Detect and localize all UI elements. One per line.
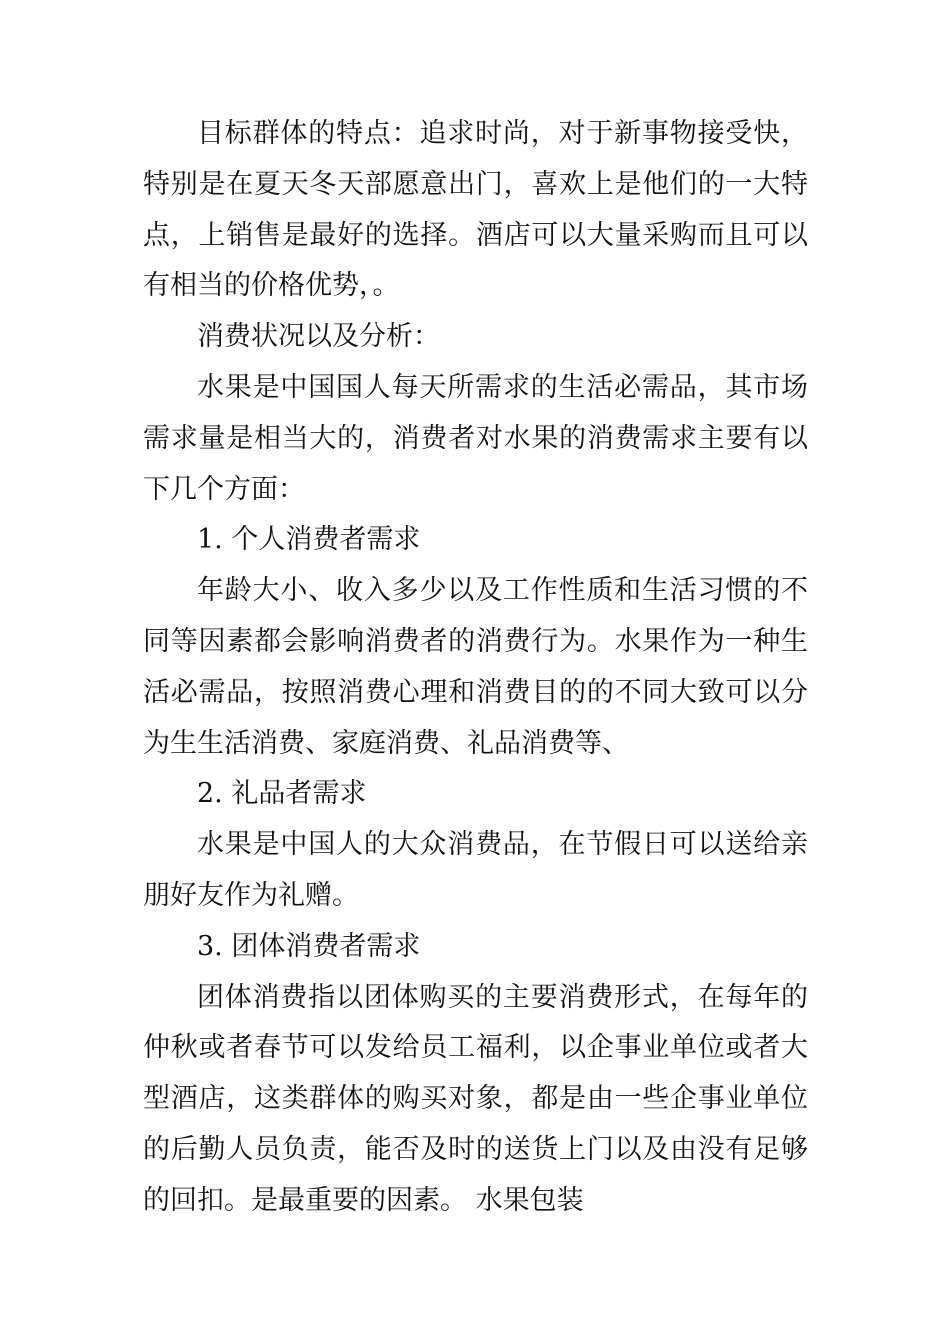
paragraph-gift-demand: 水果是中国人的大众消费品，在节假日可以送给亲朋好友作为礼赠。 bbox=[143, 829, 808, 911]
heading-gift-demand: 2. 礼品者需求 bbox=[197, 778, 367, 810]
paragraph-fruit-demand: 水果是中国国人每天所需求的生活必需品，其市场需求量是相当大的，消费者对水果的消费需求主要有以下几个方面： bbox=[143, 371, 808, 505]
paragraph-personal-consumer: 年龄大小、收入多少以及工作性质和生活习惯的不同等因素都会影响消费者的消费行为。水果作为一种生活必需品，按照消费心理和消费目的的不同大致可以分为生生活消费、家庭消费、礼品消费等、 bbox=[143, 575, 808, 759]
paragraph-group-consumer: 团体消费指以团体购买的主要消费形式，在每年的仲秋或者春节可以发给员工福利，以企事业单位或者大型酒店，这类群体的购买对象，都是由一些企事业单位的后勤人员负责，能否及时的送货上门以及由没有足够的回扣。是最重要的因素。 水果包装 bbox=[143, 981, 808, 1216]
heading-personal-consumer-demand: 1. 个人消费者需求 bbox=[197, 524, 421, 556]
paragraph-target-group: 目标群体的特点：追求时尚，对于新事物接受快，特别是在夏天冬天部愿意出门，喜欢上是他们的一大特点，上销售是最好的选择。酒店可以大量采购而且可以有相当的价格优势，。 bbox=[143, 118, 808, 302]
document-body bbox=[143, 109, 808, 1227]
paragraph-consumption-heading: 消费状况以及分析： bbox=[197, 321, 440, 353]
heading-group-consumer-demand: 3. 团体消费者需求 bbox=[197, 930, 421, 962]
